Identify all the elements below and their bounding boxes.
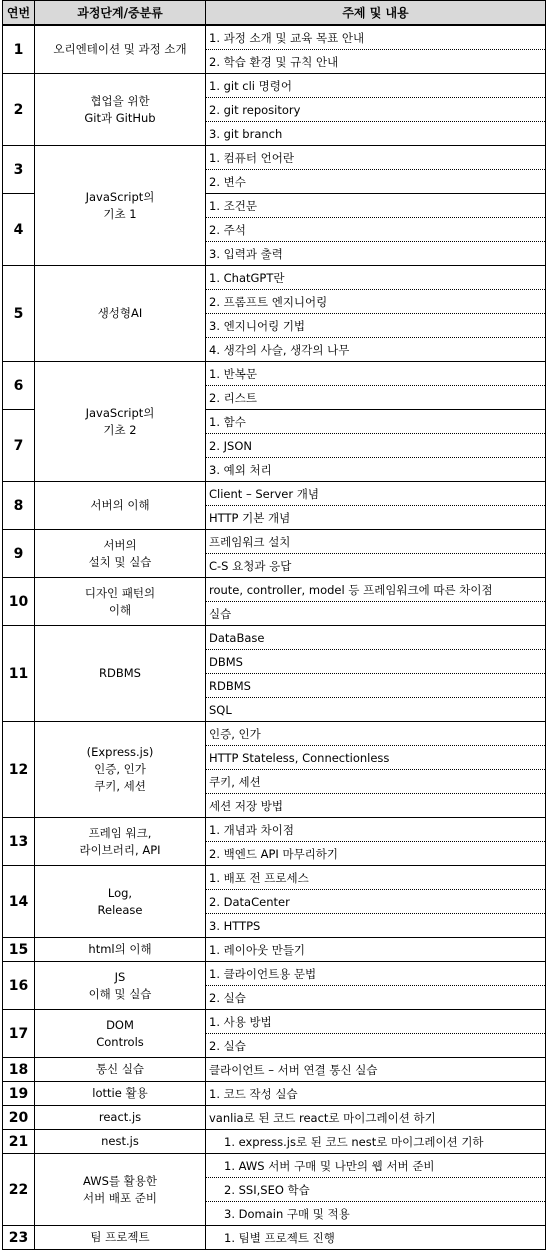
topic-cell: 1. 배포 전 프로세스: [206, 866, 546, 890]
topic-cell: 1. AWS 서버 구매 및 나만의 웹 서버 준비: [206, 1154, 546, 1178]
topic-cell: 1. git cli 명령어: [206, 74, 546, 98]
table-row: [3, 1226, 546, 1250]
stage-cell: Log, Release: [35, 866, 206, 938]
topic-cell: 2. DataCenter: [206, 890, 546, 914]
row-number: 23: [3, 1226, 35, 1250]
table-row: [3, 1058, 546, 1082]
curriculum-table: [2, 0, 546, 1250]
topic-cell: 1. 조건문: [206, 194, 546, 218]
stage-cell: html의 이해: [35, 938, 206, 962]
topic-cell: 2. git repository: [206, 98, 546, 122]
stage-cell: react.js: [35, 1106, 206, 1130]
row-number: 8: [3, 482, 35, 530]
row-number: 9: [3, 530, 35, 578]
table-row: [3, 266, 546, 290]
table-row: [3, 1130, 546, 1154]
row-number: 6: [3, 362, 35, 410]
header-stage: 과정단계/중분류: [35, 1, 206, 26]
table-row: [3, 25, 546, 50]
table-row: [3, 1106, 546, 1130]
header-num: 연번: [3, 1, 35, 26]
topic-cell: HTTP Stateless, Connectionless: [206, 746, 546, 770]
topic-cell: route, controller, model 등 프레임워크에 따른 차이점: [206, 578, 546, 602]
table-row: [3, 482, 546, 506]
stage-cell: JavaScript의 기초 2: [35, 362, 206, 482]
table-row: [3, 1082, 546, 1106]
topic-cell: 클라이언트 – 서버 연결 통신 실습: [206, 1058, 546, 1082]
topic-cell: 1. 코드 작성 실습: [206, 1082, 546, 1106]
topic-cell: vanlia로 된 코드 react로 마이그레이션 하기: [206, 1106, 546, 1130]
topic-cell: 1. 개념과 차이점: [206, 818, 546, 842]
table-row: [3, 1154, 546, 1178]
stage-cell: RDBMS: [35, 626, 206, 722]
topic-cell: 4. 생각의 사슬, 생각의 나무: [206, 338, 546, 362]
stage-cell: 팀 프로젝트: [35, 1226, 206, 1250]
topic-cell: 인증, 인가: [206, 722, 546, 746]
table-row: [3, 866, 546, 890]
topic-cell: 1. 컴퓨터 언어란: [206, 146, 546, 170]
topic-cell: 1. 레이아웃 만들기: [206, 938, 546, 962]
topic-cell: 3. Domain 구매 및 적용: [206, 1202, 546, 1226]
stage-cell: 서버의 이해: [35, 482, 206, 530]
topic-cell: 1. 함수: [206, 410, 546, 434]
row-number: 16: [3, 962, 35, 1010]
topic-cell: 2. 실습: [206, 1034, 546, 1058]
stage-cell: JavaScript의 기초 1: [35, 146, 206, 266]
row-number: 14: [3, 866, 35, 938]
table-row: [3, 362, 546, 386]
stage-cell: lottie 활용: [35, 1082, 206, 1106]
table-row: [3, 578, 546, 602]
stage-cell: 통신 실습: [35, 1058, 206, 1082]
table-row: [3, 1010, 546, 1034]
topic-cell: 3. 예외 처리: [206, 458, 546, 482]
curriculum-body: [3, 25, 546, 1250]
row-number: 4: [3, 194, 35, 266]
topic-cell: DBMS: [206, 650, 546, 674]
topic-cell: 1. express.js로 된 코드 nest로 마이그레이션 기하: [206, 1130, 546, 1154]
row-number: 1: [3, 25, 35, 74]
table-row: [3, 962, 546, 986]
curriculum-sheet: [2, 0, 545, 1250]
topic-cell: 1. 사용 방법: [206, 1010, 546, 1034]
topic-cell: DataBase: [206, 626, 546, 650]
topic-cell: 3. HTTPS: [206, 914, 546, 938]
stage-cell: 서버의 설치 및 실습: [35, 530, 206, 578]
topic-cell: 3. 입력과 출력: [206, 242, 546, 266]
topic-cell: 2. 프롬프트 엔지니어링: [206, 290, 546, 314]
row-number: 2: [3, 74, 35, 146]
topic-cell: 2. 주석: [206, 218, 546, 242]
topic-cell: 3. 엔지니어링 기법: [206, 314, 546, 338]
row-number: 15: [3, 938, 35, 962]
row-number: 3: [3, 146, 35, 194]
topic-cell: 1. 반복문: [206, 362, 546, 386]
topic-cell: 2. 변수: [206, 170, 546, 194]
table-row: [3, 146, 546, 170]
topic-cell: 2. 실습: [206, 986, 546, 1010]
row-number: 19: [3, 1082, 35, 1106]
topic-cell: Client – Server 개념: [206, 482, 546, 506]
stage-cell: 디자인 패턴의 이해: [35, 578, 206, 626]
topic-cell: 1. 과정 소개 및 교육 목표 안내: [206, 25, 546, 50]
stage-cell: AWS를 활용한 서버 배포 준비: [35, 1154, 206, 1226]
topic-cell: 1. ChatGPT란: [206, 266, 546, 290]
topic-cell: SQL: [206, 698, 546, 722]
row-number: 22: [3, 1154, 35, 1226]
stage-cell: nest.js: [35, 1130, 206, 1154]
row-number: 17: [3, 1010, 35, 1058]
row-number: 7: [3, 410, 35, 482]
topic-cell: 1. 팀별 프로젝트 진행: [206, 1226, 546, 1250]
topic-cell: 세션 저장 방법: [206, 794, 546, 818]
topic-cell: 2. JSON: [206, 434, 546, 458]
topic-cell: RDBMS: [206, 674, 546, 698]
table-row: [3, 722, 546, 746]
stage-cell: 생성형AI: [35, 266, 206, 362]
table-row: [3, 74, 546, 98]
header-topic: 주제 및 내용: [206, 1, 546, 26]
topic-cell: 실습: [206, 602, 546, 626]
row-number: 11: [3, 626, 35, 722]
table-row: [3, 530, 546, 554]
topic-cell: 2. 학습 환경 및 규칙 안내: [206, 50, 546, 74]
row-number: 5: [3, 266, 35, 362]
topic-cell: 3. git branch: [206, 122, 546, 146]
topic-cell: 2. 백엔드 API 마무리하기: [206, 842, 546, 866]
stage-cell: JS 이해 및 실습: [35, 962, 206, 1010]
table-row: [3, 938, 546, 962]
table-row: [3, 626, 546, 650]
topic-cell: HTTP 기본 개념: [206, 506, 546, 530]
row-number: 12: [3, 722, 35, 818]
stage-cell: 협업을 위한 Git과 GitHub: [35, 74, 206, 146]
stage-cell: DOM Controls: [35, 1010, 206, 1058]
row-number: 20: [3, 1106, 35, 1130]
topic-cell: 2. SSI,SEO 학습: [206, 1178, 546, 1202]
header-row: [3, 1, 546, 26]
stage-cell: 프레임 워크, 라이브러리, API: [35, 818, 206, 866]
topic-cell: C-S 요청과 응답: [206, 554, 546, 578]
row-number: 18: [3, 1058, 35, 1082]
table-row: [3, 818, 546, 842]
topic-cell: 2. 리스트: [206, 386, 546, 410]
row-number: 13: [3, 818, 35, 866]
stage-cell: (Express.js) 인증, 인가 쿠키, 세션: [35, 722, 206, 818]
row-number: 21: [3, 1130, 35, 1154]
topic-cell: 프레임워크 설치: [206, 530, 546, 554]
topic-cell: 쿠키, 세션: [206, 770, 546, 794]
row-number: 10: [3, 578, 35, 626]
topic-cell: 1. 클라이언트용 문법: [206, 962, 546, 986]
stage-cell: 오리엔테이션 및 과정 소개: [35, 25, 206, 74]
